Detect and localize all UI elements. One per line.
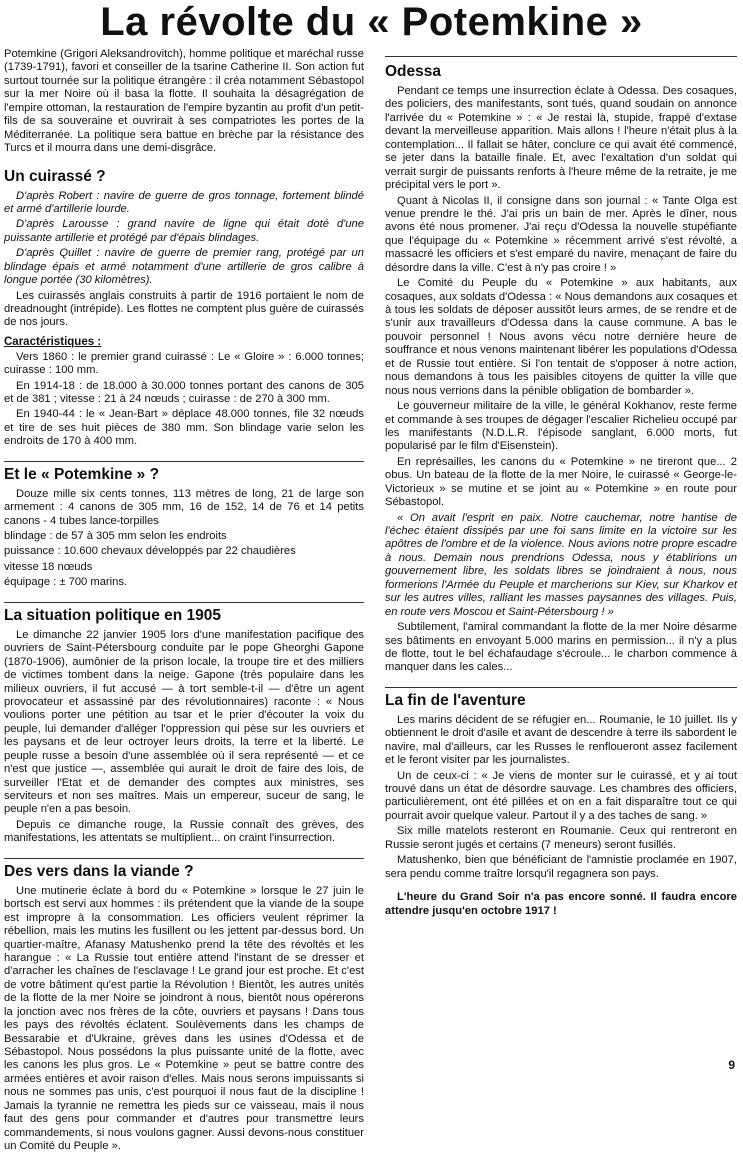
carac-1860: Vers 1860 : le premier grand cuirassé : Le « Gloire » : 6.000 tonnes; cuirasse : 100 mm. [4,350,364,377]
fin-paragraph-2: Un de ceux-ci : « Je viens de monter sur le cuirassé, et y ai tout trouvé dans un état de désordre sauvage. Les chambres des officiers, particulièrement, ont été pillées et on en a fait disparaître tout ce qui pourrait avoir quelque valeur. Partout il y a des taches de sang. » [385,769,737,822]
potemkine-vitesse: vitesse 18 nœuds [4,560,93,573]
heading-fin: La fin de l'aventure [385,687,737,710]
odessa-paragraph-3: Le Comité du Peuple du « Potemkine » aux habitants, aux cosaques, aux soldats d'Odessa : « Nous demandons aux cosaques et à tous les soldats de déposer aussitôt leurs armes, de se rendre et de s'unir aux travailleurs d'Odessa dans la cause commune. A bas le pouvoir personnel ! Nous avons vécu notre dernière heure de souffrance et nous venons maintenant libérer les populations d'Odessa et de Russie tout entière. Si l'on tentait de s'opposer à notre action, nous demandons à tous les paisibles citoyens de quitter la ville que nous nous verrions dans la pénible obligation de bombarder ». [385,277,737,397]
heading-cuirasse: Un cuirassé ? [4,167,106,185]
page-title: La révolte du « Potemkine » [100,0,643,44]
heading-odessa: Odessa [385,56,737,81]
heading-potemkine: Et le « Potemkine » ? [4,461,364,484]
def-quillet: D'après Quillet : navire de guerre de premier rang, protégé par un blindage épais et armé notamment d'une artillerie de gros calibre à longue portée (30 kilomètres). [4,247,364,287]
intro-paragraph: Potemkine (Grigori Aleksandrovitch), homme politique et maréchal russe (1739-1791), favori et conseiller de la tsarine Catherine II. Son action fut surtout tournée sur la politique étrangère : il créa notamment Sébastopol sur la mer Noire où il basa la flotte. Il souhaita la désagrégation de l'empire ottoman, la restauration de l'empire byzantin au profit d'un petit-fils de sa souveraine et ouvrirait à ses compatriotes les portes de la Méditerranée. La politique sera battue en brèche par la résistance des Turcs et il mourra dans une demi-disgrâce. [4,48,364,155]
carac-1940: En 1940-44 : le « Jean-Bart » déplace 48.000 tonnes, file 32 nœuds et tire de ses huit pièces de 380 mm. Son blindage varie selon les endroits de 170 à 400 mm. [4,408,364,448]
heading-situation: La situation politique en 1905 [4,602,364,625]
heading-caracteristiques: Caractéristiques : [4,335,102,348]
odessa-paragraph-6: « On avait l'esprit en paix. Notre cauchemar, notre hantise de l'échec étaient dissipés par une foi sans limite en la victoire sur les apôtres de l'ombre et de la violence. Nous avions notre propre escadre à nous. Demain nous prendrions Odessa, nous y établirions un gouvernement libre, les soldats libres se joindraient à nous, nous formerions l'Armée du Peuple et marcherions sur Kiev, sur Kharkov et sur les autres villes, ralliant les masses paysannes des villages. Puis, en route vers Moscou et Saint-Pétersbourg ! » [385,511,737,618]
odessa-paragraph-1: Pendant ce temps une insurrection éclate à Odessa. Des cosaques, des policiers, des manifestants, sont tués, quand soudain on annonce l'arrivée du « Potemkine » : « Je restai là, stupide, frappé d'extase devant la merveilleuse apparition. Mais allons ! l'heure n'était plus à la contemplation... Il fallait se hâter, conclure ce qui avait été commencé, se jeter dans la bataille finale. Et, avec l'exaltation d'un soldat qui verrait surgir de puissants renforts à l'heure même de la retraite, je me précipital vers le port ». [385,85,737,192]
potemkine-blindage: blindage : de 57 à 305 mm selon les endroits [4,530,227,543]
situation-paragraph-1: Le dimanche 22 janvier 1905 lors d'une manifestation pacifique des ouvriers de Saint-Pétersbourg conduite par le pope Gheorghi Gapone (1870-1906), aumônier de la prison locale, la troupe tire et des milliers de victimes tombent dans la neige. Gapone (très populaire dans les milieux ouvriers, il fut accusé — à tort semble-t-il — d'être un agent provocateur et assassiné par des révolutionnaires) raconte : « Nous voulions porter une pétition au tsar et le prier d'écouter la voix du peuple, lui demander d'alléger l'oppression qui pèse sur les ouvriers et les paysans et de leur octroyer leurs droits, la terre et la liberté. Le peuple russe a besoin d'une assemblée où il sera représenté — et ce n'est que justice —, assemblée qui aurait le droit de faire des lois, de surveiller l'Etat et de demander des comptes aux ministres, ses serviteurs et non ses maîtres. Mais un empereur, suceur de sang, le peuple n'en a pas besoin. [4,628,364,816]
odessa-paragraph-2: Quant à Nicolas II, il consigne dans son journal : « Tante Olga est venue prendre le thé. J'ai pris un bain de mer. Après le dîner, nous avons été nous promener. J'ai reçu d'Odessa la nouvelle stupéfiante que l'équipage du « Potemkine » récemment arrivé s'est révolté, a massacré les officiers et s'est emparé du navire, menaçant de faire du désordre dans la ville. C'est à n'y pas croire ! » [385,194,737,274]
potemkine-equipage: équipage : ± 700 marins. [4,576,128,589]
fin-paragraph-3: Six mille matelots resteront en Roumanie. Ceux qui rentreront en Russie seront jugés et certains (7 meneurs) seront fusillés. [385,825,737,851]
viande-paragraph: Une mutinerie éclate à bord du « Potemkine » lorsque le 27 juin le bortsch est servi aux hommes : ils prétendent que la viande de la soupe est impropre à la consommation. Les officiers veulent réprimer la rébellion, mais les mutins les fusillent ou les jettent par-dessus bord. Un quartier-maître, Afanasy Matushenko prend la tête des révoltés et les harangue : « La Russie tout entière attend l'instant de se dresser et d'arracher les chaînes de l'esclavage ! Le grand jour est proche. Et c'est de votre bâtiment qu'est partie la Révolution ! Bientôt, les autres unités de la flotte de la mer Noire se joindront à nous, bientôt nous opérerons la jonction avec nos frères de la côte, ouvriers et paysans ! Dans tous les pays des révoltés éclatent. Soulèvements dans les champs de Bessarabie et d'Ukraine, grèves dans les usines d'Odessa et de Sébastopol. Nous possédons la plus puissante unité de la flotte, avec les canons les plus gros. Le « Potemkine » peut se battre contre des armées entières et avoir raison d'elles. Mais nous serons impuissants si nous ne sommes pas unis, c'est pourquoi il nous faut de la discipline ! Jamais la tyrannie ne remettra les pieds sur ce vaisseau, mais il nous faut des gens pour commander et d'autres pour transmettre leurs commandements, si nous voulons gagner. Aussi devons-nous constituer un Comité du Peuple ». [4,884,364,1153]
odessa-paragraph-7: Subtilement, l'amiral commandant la flotte de la mer Noire désarme ses bâtiments en envoyant 5.000 marins en permission... il n'y a plus de flotte, tout le bel échafaudage s'écroule... le charbon commence à manquer dans les cales... [385,621,737,674]
fin-paragraph-4: Matushenko, bien que bénéficiant de l'amnistie proclamée en 1907, sera pendu comme traître lorsqu'il regagnera son pays. [385,854,737,880]
page-number: 9 [728,1057,735,1072]
left-column [4,48,364,1156]
def-robert: D'après Robert : navire de guerre de gros tonnage, fortement blindé et armé d'artillerie lourde. [4,189,364,215]
carac-1914: En 1914-18 : de 18.000 à 30.000 tonnes portant des canons de 305 et de 381 ; vitesse : 21 à 24 nœuds ; cuirasse : de 270 à 300 mm. [4,379,364,405]
def-larousse: D'après Larousse : grand navire de ligne qui était doté d'une puissante artillerie et protégé par d'épais blindages. [4,218,364,244]
right-column [385,48,737,920]
dreadnought-paragraph: Les cuirassés anglais construits à partir de 1916 portaient le nom de dreadnought (intrépide). Les flottes ne comptent plus guère de cuirassés de nos jours. [4,289,364,329]
odessa-paragraph-4: Le gouverneur militaire de la ville, le général Kokhanov, reste ferme et commande à ses troupes de dégager l'escalier Richelieu occupé par les manifestants (N.D.L.R. l'épisode sanglant, 6.000 morts, fut popularisé par le film d'Eisenstein). [385,400,737,453]
odessa-paragraph-5: En représailles, les canons du « Potemkine » ne tireront que... 2 obus. Un bateau de la flotte de la mer Noire, le cuirassé « George-le-Victorieux » se mutine et se joint au « Potemkine » en route pour Sébastopol. [385,455,737,509]
heading-viande: Des vers dans la viande ? [4,858,364,881]
closing-statement: L'heure du Grand Soir n'a pas encore sonné. Il faudra encore attendre jusqu'en octobre 1917 ! [385,891,737,917]
potemkine-puissance: puissance : 10.600 chevaux développés par 22 chaudières [4,545,296,558]
potemkine-specs: Douze mille six cents tonnes, 113 mètres de long, 21 de large son armement : 4 canons de 305 mm, 16 de 152, 14 de 76 et 14 petits canons - 4 tubes lance-torpilles [4,487,364,527]
situation-paragraph-2: Depuis ce dimanche rouge, la Russie connaît des grèves, des manifestations, les attentats se multiplient... on craint l'insurrection. [4,818,364,845]
fin-paragraph-1: Les marins décident de se réfugier en... Roumanie, le 10 juillet. Ils y obtiennent le droit d'asile et avant de descendre à terre ils sabordent le navire, mal d'ailleurs, car les Russes le renfloueront assez facilement et le feront visiter par les journalistes. [385,713,737,767]
